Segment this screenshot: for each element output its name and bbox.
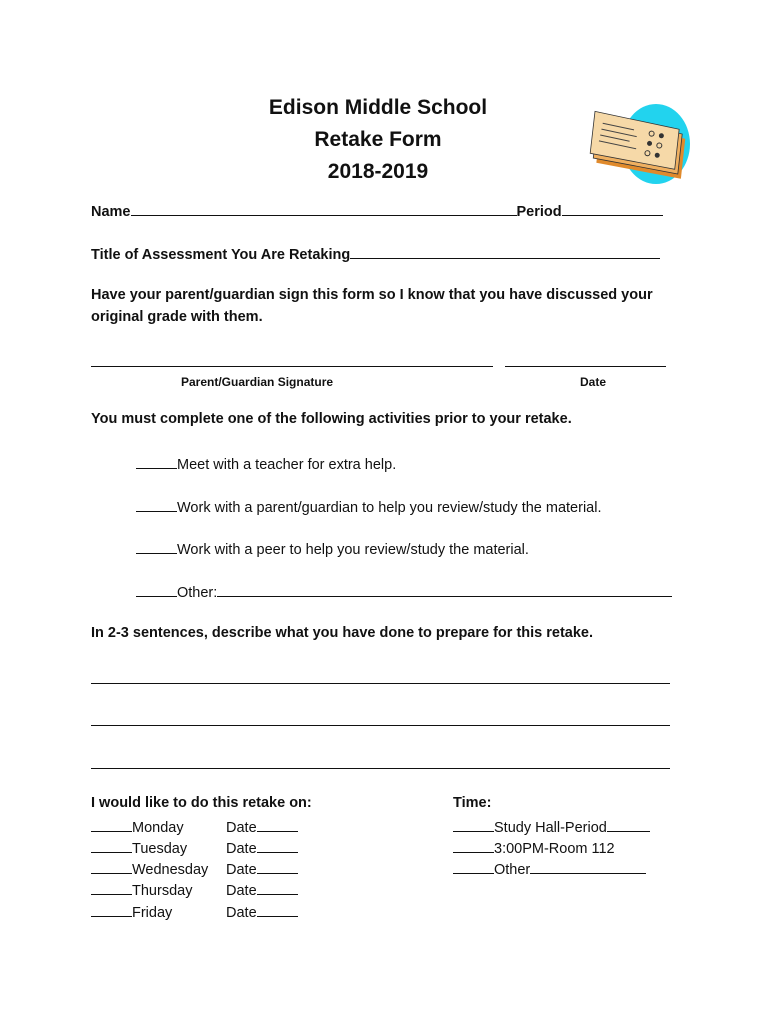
test-papers-icon (582, 100, 702, 190)
response-line[interactable] (91, 768, 670, 769)
time-option (453, 838, 615, 857)
schedule-heading: I would like to do this retake on: (91, 795, 312, 811)
time-checkbox[interactable] (453, 859, 494, 874)
date-label: Date (226, 905, 257, 921)
date-field[interactable] (257, 859, 298, 874)
time-checkbox[interactable] (453, 838, 494, 853)
signature-date-line[interactable] (505, 366, 666, 367)
date-option (226, 902, 298, 921)
time-label: 3:00PM-Room 112 (494, 841, 615, 857)
time-option (453, 859, 646, 878)
date-field[interactable] (257, 880, 298, 895)
activity-item (136, 497, 601, 516)
day-checkbox[interactable] (91, 902, 132, 917)
response-line[interactable] (91, 683, 670, 684)
date-field[interactable] (257, 902, 298, 917)
signature-line[interactable] (91, 366, 493, 367)
assessment-row (91, 244, 660, 263)
school-year: 2018-2019 (327, 160, 429, 183)
day-option (91, 838, 187, 857)
time-heading: Time: (453, 795, 492, 811)
day-label: Friday (132, 905, 173, 921)
period-field[interactable] (562, 201, 663, 216)
date-option (226, 859, 298, 878)
parent-instruction: Have your parent/guardian sign this form so I know that you have discussed your (91, 287, 653, 303)
day-option (91, 880, 192, 899)
signature-date-label: Date (580, 375, 607, 389)
form-title: Retake Form (314, 128, 442, 151)
date-option (226, 880, 298, 899)
date-field[interactable] (257, 817, 298, 832)
day-label: Tuesday (132, 841, 188, 857)
time-label: Study Hall-Period (494, 820, 607, 836)
activity-item (136, 539, 529, 558)
school-name: Edison Middle School (268, 96, 488, 119)
other-activity-field[interactable] (217, 582, 672, 597)
date-option (226, 817, 298, 836)
day-option (91, 902, 172, 921)
day-label: Monday (132, 820, 184, 836)
activity-checkbox[interactable] (136, 582, 177, 597)
activities-heading: You must complete one of the following activities prior to your retake. (91, 411, 572, 427)
activity-label: Meet with a teacher for extra help. (177, 457, 397, 473)
activity-label: Work with a peer to help you review/study the material. (177, 542, 529, 558)
date-label: Date (226, 883, 257, 899)
signature-label: Parent/Guardian Signature (181, 375, 334, 389)
day-option (91, 817, 184, 836)
name-label: Name (91, 204, 131, 220)
day-option (91, 859, 208, 878)
other-time-field[interactable] (530, 859, 646, 874)
day-checkbox[interactable] (91, 838, 132, 853)
response-line[interactable] (91, 725, 670, 726)
assessment-field[interactable] (350, 244, 660, 259)
name-period-row (91, 201, 663, 220)
activity-checkbox[interactable] (136, 497, 177, 512)
day-checkbox[interactable] (91, 880, 132, 895)
date-label: Date (226, 841, 257, 857)
parent-instruction-line2: original grade with them. (91, 309, 263, 325)
time-option (453, 817, 650, 836)
time-checkbox[interactable] (453, 817, 494, 832)
activity-item (136, 582, 672, 601)
period-number-field[interactable] (607, 817, 650, 832)
date-label: Date (226, 820, 257, 836)
day-checkbox[interactable] (91, 817, 132, 832)
period-label: Period (516, 204, 562, 220)
describe-heading: In 2-3 sentences, describe what you have done to prepare for this retake. (91, 625, 594, 641)
activity-checkbox[interactable] (136, 454, 177, 469)
date-option (226, 838, 298, 857)
day-label: Wednesday (132, 862, 209, 878)
assessment-label: Title of Assessment You Are Retaking (91, 247, 351, 263)
name-field[interactable] (131, 201, 517, 216)
day-label: Thursday (132, 883, 193, 899)
activity-label: Work with a parent/guardian to help you review/study the material. (177, 500, 602, 516)
activity-item (136, 454, 396, 473)
date-field[interactable] (257, 838, 298, 853)
date-label: Date (226, 862, 257, 878)
activity-label: Other: (177, 585, 218, 601)
time-label: Other (494, 862, 531, 878)
day-checkbox[interactable] (91, 859, 132, 874)
activity-checkbox[interactable] (136, 539, 177, 554)
